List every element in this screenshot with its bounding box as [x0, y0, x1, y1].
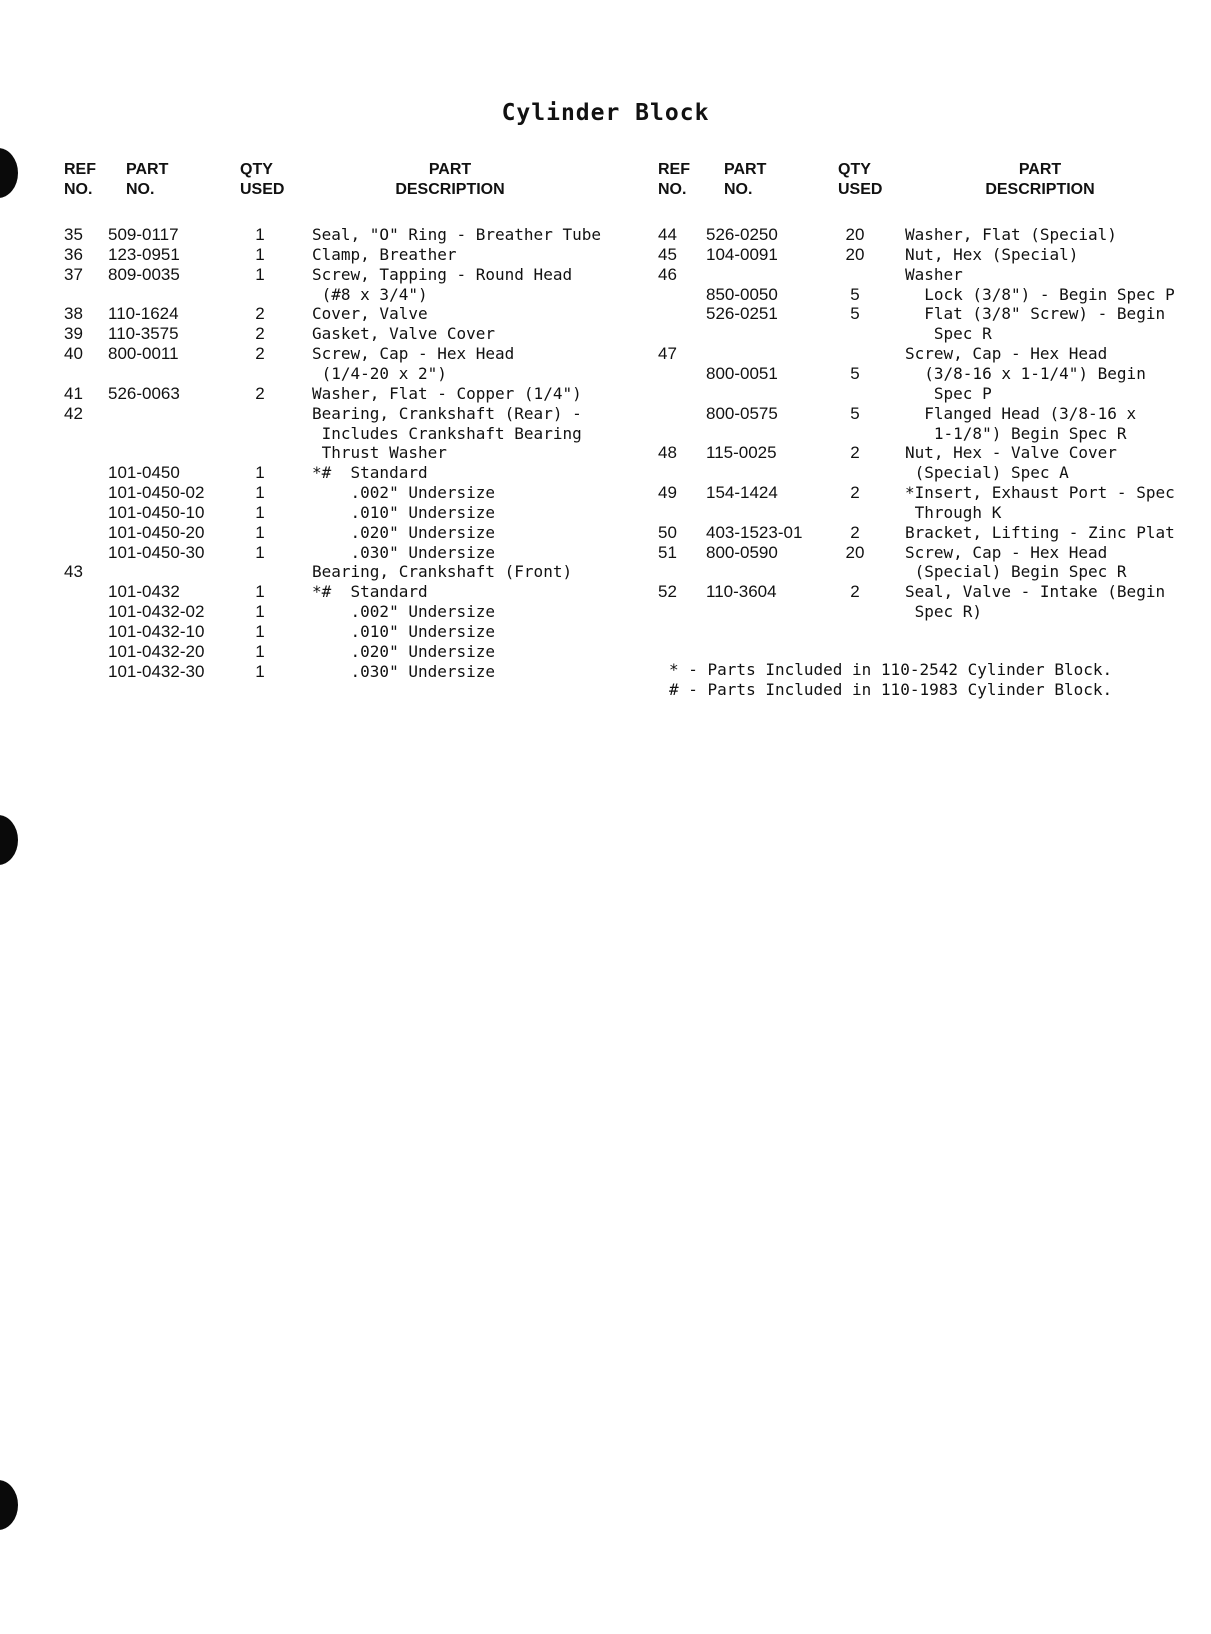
- part-number: 101-0432-30: [108, 661, 205, 681]
- part-description: (Special) Begin Spec R: [905, 562, 1127, 582]
- table-row: [0, 642, 1211, 662]
- qty-used: 1: [255, 522, 265, 542]
- header-desc-line2: DESCRIPTION: [985, 181, 1095, 198]
- part-description: .002" Undersize: [312, 483, 496, 503]
- header-desc-line2: DESCRIPTION: [395, 181, 505, 198]
- qty-used: 1: [255, 463, 265, 483]
- header-qty-line2: USED: [240, 181, 285, 198]
- part-description: Screw, Cap - Hex Head: [905, 542, 1108, 562]
- part-number: 403-1523-01: [706, 522, 803, 542]
- table-row: [0, 622, 1211, 642]
- binder-hole-top: [0, 148, 18, 198]
- ref-number: 36: [64, 244, 83, 264]
- header-qty-right: [838, 160, 882, 200]
- qty-used: 20: [845, 542, 865, 562]
- qty-used: 5: [850, 304, 860, 324]
- part-description: Flat (3/8" Screw) - Begin: [905, 304, 1166, 324]
- ref-number: 48: [658, 443, 677, 463]
- ref-number: 47: [658, 344, 677, 364]
- qty-used: 1: [255, 582, 265, 602]
- header-qty-line1: QTY: [240, 161, 273, 178]
- footnote-asterisk: * - Parts Included in 110-2542 Cylinder Block.: [669, 660, 1113, 679]
- table-row: [0, 225, 1211, 245]
- part-number: 526-0250: [706, 225, 778, 244]
- part-number: 800-0575: [706, 403, 778, 423]
- header-ref-line1: REF: [658, 161, 690, 178]
- qty-used: 2: [255, 344, 265, 364]
- part-number: 101-0432-20: [108, 641, 205, 661]
- table-row: [0, 245, 1211, 265]
- part-description: Screw, Cap - Hex Head: [905, 344, 1108, 364]
- part-number: 123-0951: [108, 244, 180, 264]
- ref-number: 37: [64, 264, 83, 284]
- part-number: 101-0450-30: [108, 542, 205, 562]
- part-number: 101-0450: [108, 463, 180, 483]
- ref-number: 46: [658, 264, 677, 284]
- table-row: [0, 384, 1211, 404]
- qty-used: 5: [850, 284, 860, 304]
- part-description: Spec R): [905, 602, 983, 622]
- part-description: Spec P: [905, 383, 992, 403]
- part-description: 1-1/8") Begin Spec R: [905, 423, 1127, 443]
- table-row: [0, 483, 1211, 503]
- part-description: Includes Crankshaft Bearing: [312, 423, 582, 443]
- ref-number: 35: [64, 225, 83, 244]
- ref-number: 50: [658, 522, 677, 542]
- part-number: 110-1624: [108, 304, 179, 324]
- table-row: [0, 424, 1211, 444]
- table-row: [0, 265, 1211, 285]
- part-description: Seal, "O" Ring - Breather Tube: [312, 225, 601, 244]
- part-description: Clamp, Breather: [312, 244, 457, 264]
- table-row: [0, 443, 1211, 463]
- table-row: [0, 562, 1211, 582]
- qty-used: 1: [255, 661, 265, 681]
- part-description: .030" Undersize: [312, 661, 496, 681]
- ref-number: 49: [658, 483, 677, 503]
- qty-used: 5: [850, 363, 860, 383]
- part-number: 800-0051: [706, 363, 778, 383]
- part-description: (Special) Spec A: [905, 463, 1069, 483]
- binder-hole-bottom: [0, 1480, 18, 1530]
- part-description: Nut, Hex - Valve Cover: [905, 443, 1117, 463]
- page-title: Cylinder Block: [501, 100, 710, 126]
- part-description: (1/4-20 x 2"): [312, 363, 447, 383]
- part-number: 101-0432-10: [108, 622, 205, 641]
- qty-used: 1: [255, 602, 265, 622]
- header-part-left: [108, 160, 168, 200]
- part-number: 154-1424: [706, 483, 778, 503]
- qty-used: 5: [850, 403, 860, 423]
- part-number: 104-0091: [706, 244, 778, 264]
- part-description: (3/8-16 x 1-1/4") Begin: [905, 363, 1146, 383]
- part-number: 800-0011: [108, 344, 179, 364]
- ref-number: 51: [658, 542, 677, 562]
- part-description: Screw, Tapping - Round Head: [312, 264, 573, 284]
- part-number: 115-0025: [706, 443, 777, 463]
- header-ref-left: [64, 160, 96, 200]
- header-qty-left: [240, 160, 284, 200]
- part-description: Washer: [905, 264, 963, 284]
- table-row: [0, 364, 1211, 384]
- header-ref-line2: NO.: [64, 181, 93, 198]
- table-row: [0, 304, 1211, 324]
- part-description: Bearing, Crankshaft (Rear) -: [312, 403, 582, 423]
- part-description: *# Standard: [312, 463, 428, 483]
- qty-used: 2: [850, 522, 860, 542]
- part-description: (#8 x 3/4"): [312, 284, 428, 304]
- part-description: Flanged Head (3/8-16 x: [905, 403, 1137, 423]
- qty-used: 2: [850, 443, 860, 463]
- header-part-line1: PART: [126, 161, 169, 178]
- table-row: [0, 285, 1211, 305]
- table-row: [0, 404, 1211, 424]
- qty-used: 1: [255, 225, 265, 244]
- part-number: 800-0590: [706, 542, 778, 562]
- qty-used: 1: [255, 542, 265, 562]
- part-description: .030" Undersize: [312, 542, 496, 562]
- qty-used: 1: [255, 244, 265, 264]
- qty-used: 1: [255, 502, 265, 522]
- table-row: [0, 582, 1211, 602]
- header-desc-right: [905, 160, 1175, 200]
- part-number: 101-0432-02: [108, 602, 205, 622]
- part-description: Thrust Washer: [312, 443, 447, 463]
- part-number: 101-0432: [108, 582, 180, 602]
- part-description: *# Standard: [312, 582, 428, 602]
- part-number: 509-0117: [108, 225, 179, 244]
- part-number: 110-3575: [108, 324, 179, 344]
- ref-number: 39: [64, 324, 83, 344]
- part-description: .010" Undersize: [312, 502, 496, 522]
- qty-used: 2: [850, 483, 860, 503]
- header-qty-line1: QTY: [838, 161, 871, 178]
- part-description: Washer, Flat (Special): [905, 225, 1117, 244]
- part-number: 101-0450-02: [108, 483, 205, 503]
- part-description: Spec R: [905, 324, 992, 344]
- header-desc-line1: PART: [1018, 161, 1062, 178]
- table-row: [0, 543, 1211, 563]
- part-description: .020" Undersize: [312, 641, 496, 661]
- part-number: 526-0063: [108, 383, 180, 403]
- qty-used: 1: [255, 641, 265, 661]
- header-part-line2: NO.: [126, 181, 155, 198]
- part-number: 526-0251: [706, 304, 778, 324]
- table-row: [0, 463, 1211, 483]
- ref-number: 52: [658, 582, 677, 602]
- part-description: .002" Undersize: [312, 602, 496, 622]
- header-ref-line2: NO.: [658, 181, 687, 198]
- ref-number: 40: [64, 344, 83, 364]
- part-description: Screw, Cap - Hex Head: [312, 344, 515, 364]
- part-description: Bracket, Lifting - Zinc Plat: [905, 522, 1175, 542]
- ref-number: 45: [658, 244, 677, 264]
- part-description: Nut, Hex (Special): [905, 244, 1079, 264]
- part-description: .010" Undersize: [312, 622, 496, 641]
- ref-number: 38: [64, 304, 83, 324]
- part-description: Through K: [905, 502, 1002, 522]
- header-desc-line1: PART: [428, 161, 472, 178]
- header-desc-left: [310, 160, 590, 200]
- table-row: [0, 344, 1211, 364]
- ref-number: 43: [64, 562, 83, 582]
- header-part-line2: NO.: [724, 181, 753, 198]
- part-description: Seal, Valve - Intake (Begin: [905, 582, 1166, 602]
- header-part-right: [706, 160, 766, 200]
- part-description: Gasket, Valve Cover: [312, 324, 496, 344]
- part-description: Washer, Flat - Copper (1/4"): [312, 383, 582, 403]
- footnote-hash: # - Parts Included in 110-1983 Cylinder Block.: [669, 680, 1113, 699]
- table-row: [0, 602, 1211, 622]
- ref-number: 42: [64, 403, 83, 423]
- qty-used: 1: [255, 622, 265, 641]
- part-number: 101-0450-20: [108, 522, 205, 542]
- header-ref-right: [658, 160, 690, 200]
- part-description: Cover, Valve: [312, 304, 428, 324]
- ref-number: 44: [658, 225, 677, 244]
- part-description: .020" Undersize: [312, 522, 496, 542]
- part-number: 101-0450-10: [108, 502, 205, 522]
- part-number: 850-0050: [706, 284, 778, 304]
- binder-hole-middle: [0, 815, 18, 865]
- part-number: 809-0035: [108, 264, 180, 284]
- part-description: *Insert, Exhaust Port - Spec: [905, 483, 1175, 503]
- table-row: [0, 523, 1211, 543]
- header-part-line1: PART: [724, 161, 767, 178]
- qty-used: 20: [845, 244, 865, 264]
- header-qty-line2: USED: [838, 181, 883, 198]
- qty-used: 2: [255, 324, 265, 344]
- qty-used: 2: [255, 383, 265, 403]
- table-row: [0, 503, 1211, 523]
- ref-number: 41: [64, 383, 83, 403]
- qty-used: 1: [255, 483, 265, 503]
- table-row: [0, 324, 1211, 344]
- header-ref-line1: REF: [64, 161, 96, 178]
- qty-used: 2: [255, 304, 265, 324]
- qty-used: 20: [845, 225, 865, 244]
- part-description: Bearing, Crankshaft (Front): [312, 562, 573, 582]
- qty-used: 1: [255, 264, 265, 284]
- qty-used: 2: [850, 582, 860, 602]
- part-description: Lock (3/8") - Begin Spec P: [905, 284, 1175, 304]
- part-number: 110-3604: [706, 582, 777, 602]
